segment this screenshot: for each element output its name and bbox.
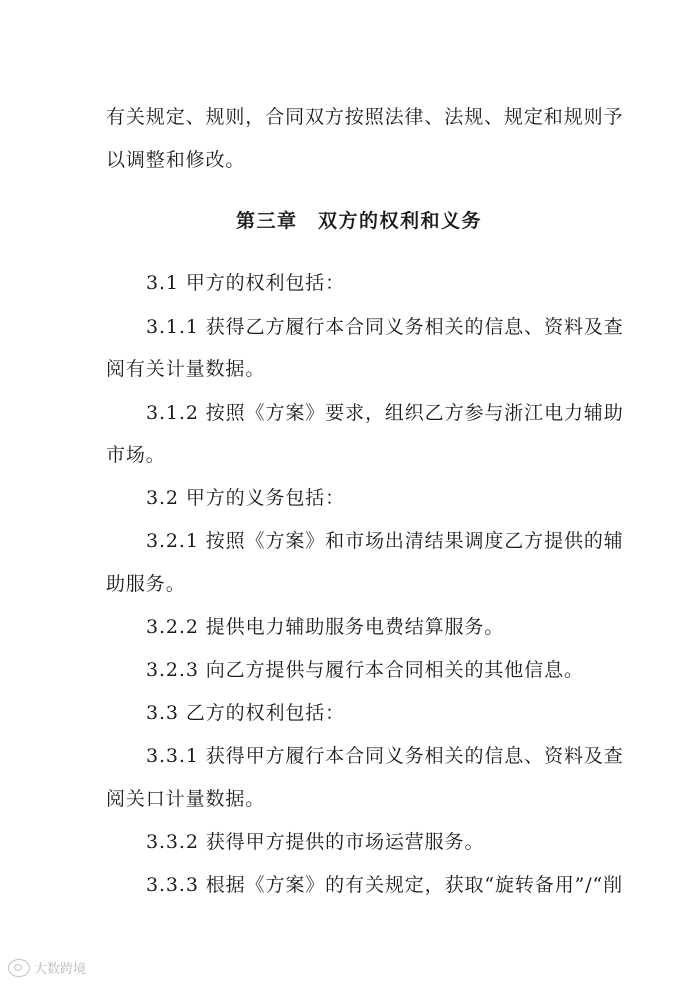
clause-line: 3.2.1 按照《方案》和市场出清结果调度乙方提供的辅 <box>146 530 624 552</box>
section-heading: 3.2 甲方的义务包括： <box>146 487 346 509</box>
clause-line: 阅有关计量数据。 <box>106 358 266 380</box>
chapter-heading: 第三章 双方的权利和义务 <box>236 210 483 232</box>
paragraph-line: 以调整和修改。 <box>106 149 246 171</box>
watermark-text: 大数跨境 <box>34 962 87 977</box>
clause-line: 3.3.3 根据《方案》的有关规定，获取“旋转备用”/“削 <box>146 874 624 896</box>
clause-line: 阅关口计量数据。 <box>106 788 266 810</box>
brand-logo-icon <box>8 959 30 977</box>
clause-line: 市场。 <box>106 444 166 466</box>
clause-line: 助服务。 <box>106 573 186 595</box>
clause-line: 3.1.1 获得乙方履行本合同义务相关的信息、资料及查 <box>146 316 624 338</box>
watermark <box>8 958 86 977</box>
clause-line: 3.2.3 向乙方提供与履行本合同相关的其他信息。 <box>146 659 584 681</box>
clause-line: 3.2.2 提供电力辅助服务电费结算服务。 <box>146 616 505 638</box>
clause-line: 3.1.2 按照《方案》要求，组织乙方参与浙江电力辅助 <box>146 402 624 424</box>
section-heading: 3.3 乙方的权利包括： <box>146 702 346 724</box>
section-heading: 3.1 甲方的权利包括： <box>146 272 346 294</box>
clause-line: 3.3.1 获得甲方履行本合同义务相关的信息、资料及查 <box>146 745 624 767</box>
clause-line: 3.3.2 获得甲方提供的市场运营服务。 <box>146 831 485 853</box>
paragraph-line: 有关规定、规则，合同双方按照法律、法规、规定和规则予 <box>106 106 624 128</box>
